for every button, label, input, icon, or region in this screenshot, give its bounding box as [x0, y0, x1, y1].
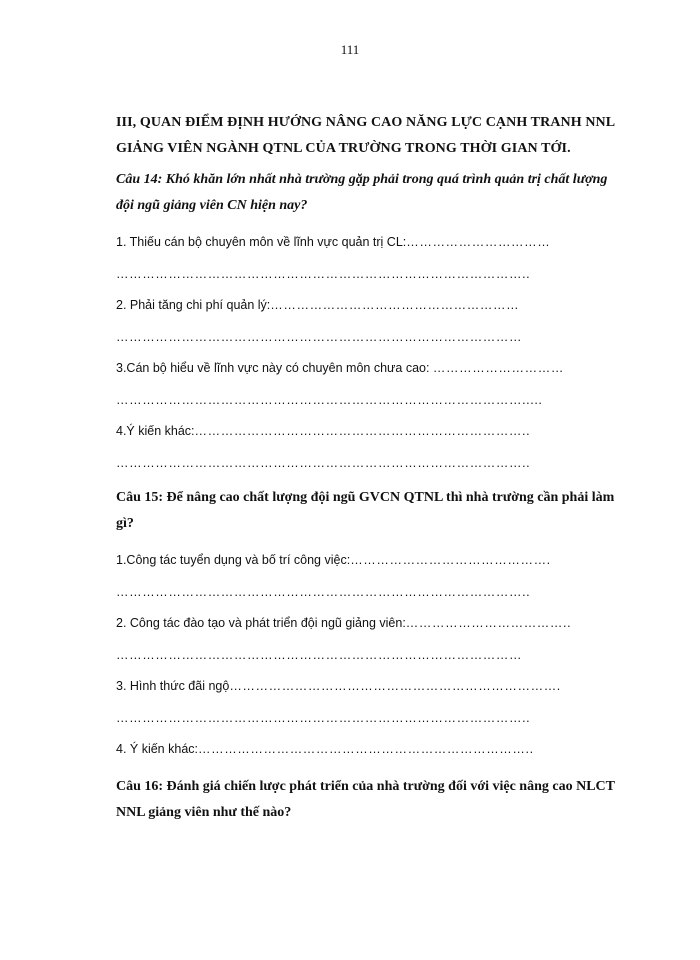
answer-line	[116, 671, 622, 703]
answer-blank[interactable]: …………………………………………………………………..	[194, 424, 531, 438]
answer-label: 1. Thiếu cán bộ chuyên môn về lĩnh vực quản trị CL:	[116, 235, 407, 249]
answer-blank[interactable]: ………………………………………………………………………………….....	[116, 392, 543, 407]
answer-blank[interactable]: ………………………………..	[405, 616, 572, 630]
section-heading: III, QUAN ĐIỂM ĐỊNH HƯỚNG NÂNG CAO NĂNG LỰC CẠNH TRANH NNL GIẢNG VIÊN NGÀNH QTNL CỦA TRƯỜNG TRONG THỜI GIAN TỚI.	[116, 115, 615, 156]
answer-continuation	[116, 322, 622, 354]
page-number: 111	[340, 42, 360, 57]
answer-blank[interactable]: ……………………………………….	[350, 553, 551, 567]
answer-label: 3.Cán bộ hiểu về lĩnh vực này có chuyên môn chưa cao:	[116, 361, 433, 375]
answer-label: 2. Phải tăng chi phí quản lý:	[116, 298, 271, 312]
question-15-title: Câu 15: Để nâng cao chất lượng đội ngũ GVCN QTNL thì nhà trường cần phải làm gì?	[116, 490, 615, 531]
answer-blank[interactable]: …………………………	[432, 361, 564, 375]
answer-label: 4. Ý kiến khác:	[116, 742, 198, 756]
answer-continuation	[116, 385, 622, 417]
answer-continuation	[116, 259, 622, 291]
question-14-title: Câu 14: Khó khăn lớn nhất nhà trường gặp phải trong quá trình quản trị chất lượng đội ngũ giảng viên CN hiện nay?	[116, 172, 608, 213]
answer-label: 3. Hình thức đãi ngộ	[116, 679, 230, 693]
answer-line	[116, 227, 622, 259]
answer-line	[116, 353, 622, 385]
answer-continuation	[116, 448, 622, 480]
page-content	[116, 110, 622, 826]
question-16-title: Câu 16: Đánh giá chiến lược phát triển của nhà trường đối với việc nâng cao NLCT NNL giảng viên như thế nào?	[116, 778, 615, 820]
question-15-answers	[116, 545, 622, 766]
answer-continuation	[116, 703, 622, 735]
answer-blank[interactable]: …………………………………………………………………………………..	[116, 266, 531, 281]
answer-label: 4.Ý kiến khác:	[116, 424, 195, 438]
answer-blank[interactable]: …………………………………………………………………………………	[116, 647, 523, 662]
answer-blank[interactable]: ……………………………	[406, 235, 551, 249]
answer-blank[interactable]: …………………………………………………………………..	[198, 742, 534, 756]
answer-continuation	[116, 577, 622, 609]
answer-label: 2. Công tác đào tạo và phát triển đội ngũ giảng viên:	[116, 616, 406, 630]
answer-label: 1.Công tác tuyển dụng và bố trí công việc:	[116, 553, 351, 567]
answer-blank[interactable]: …………………………………………………………………………………..	[116, 710, 531, 725]
answer-line	[116, 734, 622, 766]
answer-blank[interactable]: ………………………………………………………………….	[229, 679, 561, 693]
answer-line	[116, 608, 622, 640]
answer-blank[interactable]: …………………………………………………………………………………..	[116, 584, 531, 599]
answer-line	[116, 290, 622, 322]
answer-blank[interactable]: …………………………………………………………………………………	[116, 329, 523, 344]
question-14-answers	[116, 227, 622, 479]
answer-continuation	[116, 640, 622, 672]
answer-blank[interactable]: …………………………………………………	[270, 298, 520, 312]
answer-line	[116, 416, 622, 448]
answer-line	[116, 545, 622, 577]
answer-blank[interactable]: …………………………………………………………………………………..	[116, 455, 531, 470]
